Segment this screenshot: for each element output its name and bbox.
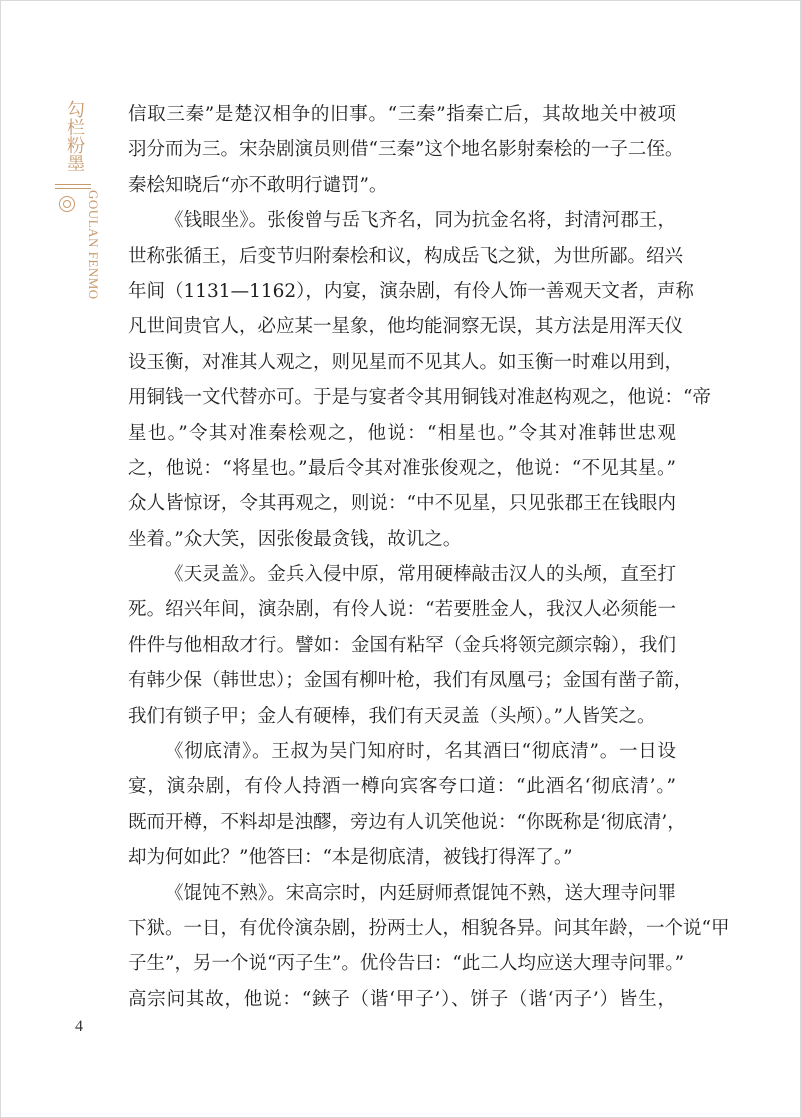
text-line: 年间（1131—1162），内宴，演杂剧，有伶人饰一善观天文者，声称	[128, 280, 694, 302]
text-line: 坐着。”众大笑，因张俊最贪钱，故讥之。	[128, 528, 462, 550]
text-line: 之，他说：“将星也。”最后令其对准张俊观之，他说：“不见其星。”	[128, 457, 676, 479]
text-line: 《馄饨不熟》。宋高宗时，内廷厨师煮馄饨不熟，送大理寺问罪	[165, 882, 676, 904]
text-line: 高宗问其故，他说：“鋏子（谐‘甲子’）、饼子（谐‘丙子’）皆生，	[128, 988, 676, 1010]
text-line: 子生”，另一个说“丙子生”。优伶告曰：“此二人均应送大理寺问罪。”	[128, 953, 685, 975]
book-title-cn: 勾栏粉墨	[64, 100, 85, 172]
text-line: 《彻底清》。王叔为吴门知府时，名其酒曰“彻底清”。一日设	[165, 741, 676, 763]
body-text	[128, 97, 730, 1017]
text-line: 死。绍兴年间，演杂剧，有伶人说：“若要胜金人，我汉人必须能一	[128, 599, 676, 621]
decorative-rule	[55, 188, 91, 189]
side-brand	[55, 100, 101, 340]
text-line: 既而开樽，不料却是浊醪，旁边有人讥笑他说：“你既称是‘彻底清’，	[128, 811, 686, 833]
text-line: 有韩少保（韩世忠）；金国有柳叶枪，我们有凤凰弓；金国有凿子箭，	[128, 670, 693, 692]
text-line: 凡世间贵官人，必应某一星象，他均能洞察无误，其方法是用浑天仪	[128, 316, 684, 338]
decorative-rule	[55, 184, 91, 185]
text-line: 下狱。一日，有优伶演杂剧，扮两士人，相貌各异。问其年龄，一个说“甲	[128, 917, 730, 939]
text-line: 《天灵盖》。金兵入侵中原，常用硬棒敲击汉人的头颅，直至打	[165, 564, 676, 586]
text-line: 《钱眼坐》。张俊曾与岳飞齐名，同为抗金名将，封清河郡王，	[165, 210, 676, 232]
text-line: 羽分而为三。宋杂剧演员则借“三秦”这个地名影射秦桧的一子二侄。	[128, 139, 684, 161]
text-line: 星也。”令其对准秦桧观之，他说：“相星也。”令其对准韩世忠观	[128, 422, 676, 444]
text-line: 信取三秦”是楚汉相争的旧事。“三秦”指秦亡后，其故地关中被项	[128, 104, 676, 125]
text-line: 件件与他相敌才行。譬如：金国有粘罕（金兵将领完颜宗翰），我们	[128, 634, 676, 656]
text-line: 秦桧知晓后“亦不敢明行谴罚”。	[128, 174, 388, 196]
text-line: 世称张循王，后变节归附秦桧和议，构成岳飞之狱，为世所鄙。绍兴	[128, 245, 684, 267]
text-line: 设玉衡，对准其人观之，则见星而不见其人。如玉衡一时难以用到，	[128, 351, 684, 373]
book-title-en: GOULAN FENMO	[86, 190, 101, 300]
text-line: 众人皆惊讶，令其再观之，则说：“中不见星，只见张郡王在钱眼内	[128, 493, 676, 515]
text-line: 却为何如此？”他答曰：“本是彻底清，被钱打得浑了。”	[128, 847, 573, 869]
seal-icon	[59, 196, 75, 212]
page-number: 4	[75, 1018, 83, 1035]
text-line: 宴，演杂剧，有伶人持酒一樽向宾客夸口道：“此酒名‘彻底清’。”	[128, 776, 676, 798]
text-line: 我们有锁子甲；金人有硬棒，我们有天灵盖（头颅）。”人皆笑之。	[128, 705, 656, 727]
text-line: 用铜钱一文代替亦可。于是与宴者令其用铜钱对准赵构观之，他说：“帝	[128, 387, 711, 409]
